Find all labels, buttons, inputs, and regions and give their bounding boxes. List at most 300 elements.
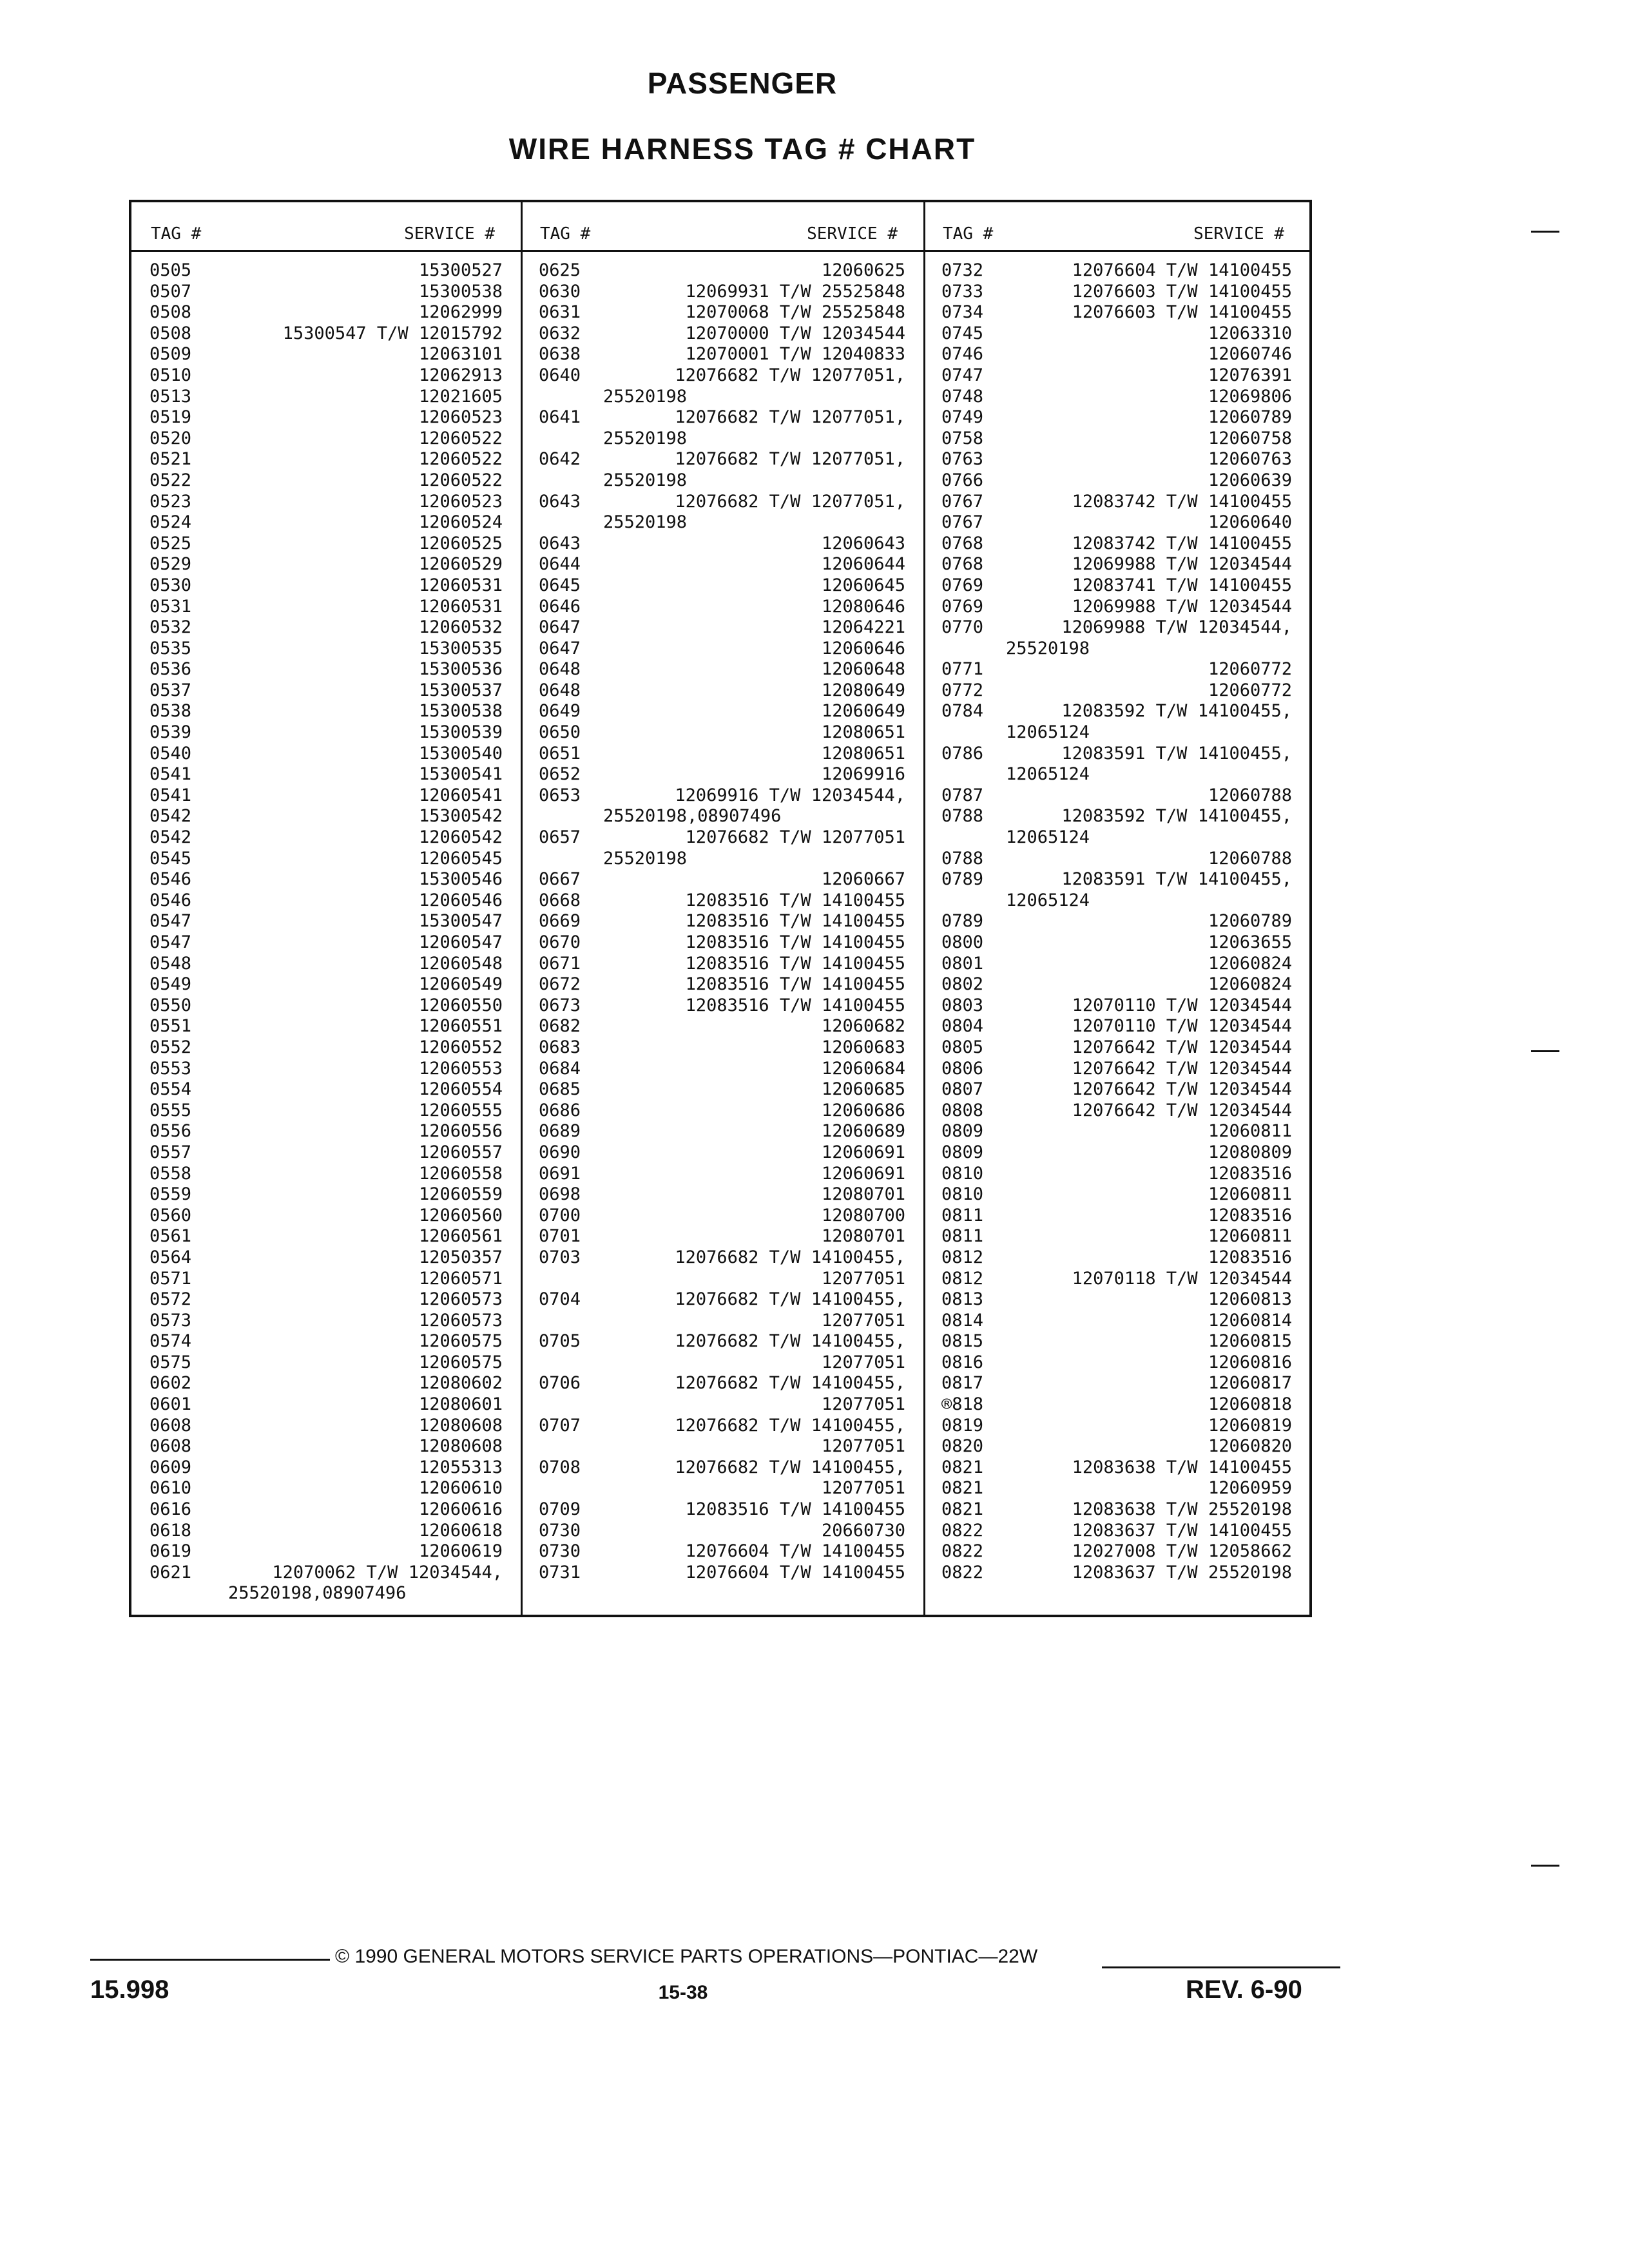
table-row [521, 1142, 923, 1164]
tag-number: 0508 [149, 302, 192, 323]
service-number: 12060550 [418, 995, 503, 1015]
tag-number: 0545 [149, 848, 192, 869]
table-row [923, 1059, 1310, 1080]
table-row [521, 1436, 923, 1457]
service-number: 12060817 [1208, 1373, 1292, 1394]
table-row [521, 260, 923, 282]
table-row [923, 1184, 1310, 1206]
table-row [521, 1352, 923, 1374]
table-row [131, 575, 521, 597]
table-row [923, 1457, 1310, 1479]
tag-number: 0731 [539, 1562, 581, 1582]
service-number: 12060788 [1208, 848, 1292, 869]
service-number: 15300540 [418, 743, 503, 764]
table-row [923, 1269, 1310, 1290]
service-number: 12055313 [418, 1457, 503, 1477]
service-number: 12060684 [821, 1058, 905, 1079]
service-number: 12060549 [418, 974, 503, 995]
tag-number: 0532 [149, 617, 192, 638]
tag-number: 0554 [149, 1079, 192, 1100]
table-row [521, 680, 923, 702]
tag-number: 0803 [941, 995, 984, 1015]
service-number: 12064221 [821, 617, 905, 638]
table-row [131, 554, 521, 575]
tag-number: 0684 [539, 1058, 581, 1079]
tag-number: 0817 [941, 1373, 984, 1394]
tag-number: 0575 [149, 1352, 192, 1372]
table-row [923, 659, 1310, 680]
service-number: 12062913 [418, 365, 503, 385]
tag-number: 0555 [149, 1100, 192, 1120]
table-row [521, 1164, 923, 1185]
service-number: 12063655 [1208, 932, 1292, 952]
tag-number: 0813 [941, 1289, 984, 1310]
service-number: 12080602 [418, 1373, 503, 1394]
table-row [923, 701, 1310, 722]
service-number: 12076682 T/W 14100455, [675, 1331, 905, 1352]
tag-number: 0552 [149, 1037, 192, 1057]
service-number: 12060758 [1208, 428, 1292, 448]
service-continuation: 12065124 [1006, 722, 1090, 743]
tag-number: 0657 [539, 827, 581, 848]
service-number: 12083591 T/W 14100455, [1061, 743, 1292, 764]
service-number: 12060649 [821, 701, 905, 722]
service-number: 12080809 [1208, 1142, 1292, 1162]
tag-number: 0546 [149, 869, 192, 890]
service-number: 12060559 [418, 1184, 503, 1205]
service-number: 15300542 [418, 806, 503, 827]
table-row [923, 680, 1310, 702]
service-continuation: 25520198 [1006, 638, 1090, 658]
table-row [131, 323, 521, 345]
service-number: 12060811 [1208, 1184, 1292, 1205]
service-number: 12070110 T/W 12034544 [1072, 995, 1292, 1015]
service-number: 12060640 [1208, 512, 1292, 533]
table-row [521, 1206, 923, 1227]
tag-number: 0571 [149, 1268, 192, 1289]
service-number: 12083637 T/W 14100455 [1072, 1520, 1292, 1541]
tag-number: 0631 [539, 302, 581, 323]
service-number: 12069806 [1208, 386, 1292, 407]
service-continuation: 25520198 [603, 512, 688, 533]
tag-number: 0810 [941, 1163, 984, 1184]
tag-number: 0546 [149, 890, 192, 910]
service-number: 12077051 [821, 1268, 905, 1289]
tag-number: 0523 [149, 491, 192, 512]
tag-number: 0700 [539, 1205, 581, 1225]
table-row [131, 932, 521, 954]
service-number: 12060824 [1208, 953, 1292, 974]
tag-number: 0771 [941, 659, 984, 680]
table-row [923, 785, 1310, 807]
table-row [923, 1226, 1310, 1247]
service-number: 15300546 [418, 869, 503, 890]
service-continuation: 12065124 [1006, 764, 1090, 785]
service-number: 12060532 [418, 617, 503, 638]
table-row [923, 282, 1310, 303]
tag-number: 0691 [539, 1163, 581, 1184]
service-number: 12077051 [821, 1478, 905, 1499]
service-number: 12083592 T/W 14100455, [1061, 701, 1292, 722]
table-row [131, 1416, 521, 1437]
tag-number: 0763 [941, 449, 984, 470]
column-rows [131, 260, 521, 1604]
tag-number: 0820 [941, 1436, 984, 1457]
table-row [923, 890, 1310, 912]
table-row [131, 1079, 521, 1100]
header-service: SERVICE # [807, 224, 898, 244]
tag-number: 0686 [539, 1100, 581, 1120]
table-row [923, 428, 1310, 450]
table-row [923, 533, 1310, 555]
table-row [131, 680, 521, 702]
table-row [923, 1331, 1310, 1352]
table-row [521, 744, 923, 765]
tag-number: 0648 [539, 680, 581, 700]
table-row [521, 1289, 923, 1311]
table-row [131, 1289, 521, 1311]
table-row [923, 995, 1310, 1017]
service-number: 12060542 [418, 827, 503, 848]
tag-number: 0556 [149, 1121, 192, 1142]
tag-number: 0647 [539, 617, 581, 638]
service-number: 12060557 [418, 1142, 503, 1162]
service-continuation: 25520198 [603, 848, 688, 869]
table-row [521, 1059, 923, 1080]
service-number: 12077051 [821, 1394, 905, 1415]
service-number: 15300527 [418, 260, 503, 280]
tag-number: 0669 [539, 911, 581, 932]
table-row [521, 995, 923, 1017]
table-row [521, 1226, 923, 1247]
table-row [923, 639, 1310, 660]
service-number: 12069931 T/W 25525848 [685, 281, 905, 302]
service-number: 12060789 [1208, 911, 1292, 932]
service-number: 12060551 [418, 1016, 503, 1037]
service-number: 12060554 [418, 1079, 503, 1100]
service-continuation: 25520198 [603, 470, 688, 490]
service-number: 12076603 T/W 14100455 [1072, 302, 1292, 323]
tag-number: 0786 [941, 743, 984, 764]
table-row [131, 533, 521, 555]
tag-number: 0701 [539, 1226, 581, 1247]
tag-number: 0601 [149, 1394, 192, 1415]
tag-number: 0513 [149, 386, 192, 407]
tag-number: 0673 [539, 995, 581, 1015]
table-row [923, 470, 1310, 492]
tag-number: 0788 [941, 848, 984, 869]
service-number: 12060814 [1208, 1310, 1292, 1331]
tag-number: 0816 [941, 1352, 984, 1372]
table-row [521, 617, 923, 639]
service-number: 12069916 [821, 764, 905, 785]
service-number: 12077051 [821, 1436, 905, 1457]
table-row [521, 387, 923, 408]
table-row [923, 1100, 1310, 1122]
tag-number: 0560 [149, 1205, 192, 1225]
table-row [131, 449, 521, 470]
margin-mark [1531, 231, 1559, 233]
service-number: 12076604 T/W 14100455 [685, 1562, 905, 1582]
tag-number: 0821 [941, 1478, 984, 1499]
table-row [923, 1206, 1310, 1227]
service-number: 12083516 T/W 14100455 [685, 995, 905, 1015]
tag-number: 0549 [149, 974, 192, 995]
table-row [521, 954, 923, 975]
table-row [131, 995, 521, 1017]
tag-number: 0538 [149, 701, 192, 722]
header-tag: TAG # [943, 224, 994, 244]
service-number: 12060646 [821, 638, 905, 658]
service-number: 12063101 [418, 344, 503, 365]
table-row [131, 597, 521, 618]
table-row [131, 849, 521, 870]
service-number: 12060772 [1208, 659, 1292, 680]
table-row [923, 1541, 1310, 1562]
service-number: 20660730 [821, 1520, 905, 1541]
tag-number: 0758 [941, 428, 984, 448]
tag-number: 0801 [941, 953, 984, 974]
column-rows [923, 260, 1310, 1583]
service-number: 12060639 [1208, 470, 1292, 490]
table-row [521, 1373, 923, 1394]
tag-number: 0541 [149, 764, 192, 785]
table-row [521, 449, 923, 470]
tag-number: 0621 [149, 1562, 192, 1582]
table-row [521, 492, 923, 513]
table-row [923, 302, 1310, 323]
table-row [131, 1206, 521, 1227]
tag-number: 0630 [539, 281, 581, 302]
service-number: 12080651 [821, 743, 905, 764]
service-number: 12060524 [418, 512, 503, 533]
service-number: 12076682 T/W 12077051, [675, 407, 905, 428]
service-number: 12060959 [1208, 1478, 1292, 1499]
tag-number: 0550 [149, 995, 192, 1015]
service-number: 12060548 [418, 953, 503, 974]
tag-number: 0812 [941, 1268, 984, 1289]
tag-number: 0707 [539, 1415, 581, 1436]
table-row [923, 1352, 1310, 1374]
table-row [923, 1562, 1310, 1584]
table-row [131, 1352, 521, 1374]
table-row [521, 849, 923, 870]
tag-number: 0643 [539, 533, 581, 553]
table-row [521, 1416, 923, 1437]
service-number: 12060818 [1208, 1394, 1292, 1415]
service-number: 12060815 [1208, 1331, 1292, 1352]
tag-number: 0788 [941, 806, 984, 827]
service-continuation: 25520198 [603, 428, 688, 448]
header-tag: TAG # [151, 224, 202, 244]
tag-number: 0619 [149, 1541, 192, 1562]
table-row [923, 1478, 1310, 1499]
table-row [521, 974, 923, 995]
table-row [131, 1521, 521, 1542]
service-number: 12060525 [418, 533, 503, 553]
table-row [923, 1037, 1310, 1059]
table-row [131, 1164, 521, 1185]
service-number: 12060531 [418, 575, 503, 595]
service-number: 12060552 [418, 1037, 503, 1057]
table-row [923, 575, 1310, 597]
table-row [521, 1562, 923, 1584]
service-number: 12060560 [418, 1205, 503, 1225]
service-number: 12080700 [821, 1205, 905, 1225]
service-number: 12060686 [821, 1100, 905, 1120]
table-row [521, 428, 923, 450]
tag-number: 0789 [941, 869, 984, 890]
service-number: 12060813 [1208, 1289, 1292, 1310]
service-number: 12060772 [1208, 680, 1292, 700]
service-number: 12060523 [418, 407, 503, 428]
table-row [521, 1499, 923, 1521]
table-column-1 [131, 202, 523, 1615]
service-continuation: 12065124 [1006, 890, 1090, 910]
service-number: 12077051 [821, 1310, 905, 1331]
table-row [131, 954, 521, 975]
tag-number: ®818 [941, 1394, 984, 1415]
service-number: 12080649 [821, 680, 905, 700]
table-row [923, 597, 1310, 618]
service-number: 12083592 T/W 14100455, [1061, 806, 1292, 827]
service-number: 12076604 T/W 14100455 [685, 1541, 905, 1562]
service-number: 12069988 T/W 12034544, [1061, 617, 1292, 638]
tag-number: 0608 [149, 1436, 192, 1457]
table-row [521, 701, 923, 722]
service-number: 12060575 [418, 1331, 503, 1352]
table-row [131, 639, 521, 660]
service-number: 12060573 [418, 1289, 503, 1310]
tag-number: 0811 [941, 1226, 984, 1247]
service-number: 12070000 T/W 12034544 [685, 323, 905, 343]
tag-number: 0708 [539, 1457, 581, 1477]
tag-number: 0653 [539, 785, 581, 805]
table-row [521, 1016, 923, 1037]
tag-number: 0640 [539, 365, 581, 385]
tag-number: 0531 [149, 596, 192, 617]
service-number: 12060523 [418, 491, 503, 512]
tag-number: 0671 [539, 953, 581, 974]
table-row [923, 722, 1310, 744]
service-number: 12060618 [418, 1520, 503, 1541]
service-number: 12060788 [1208, 785, 1292, 805]
tag-number: 0557 [149, 1142, 192, 1162]
service-number: 12060685 [821, 1079, 905, 1100]
table-row [131, 911, 521, 932]
service-number: 12060541 [418, 785, 503, 805]
table-row [131, 492, 521, 513]
table-row [131, 1562, 521, 1584]
tag-number: 0689 [539, 1121, 581, 1142]
tag-number: 0521 [149, 449, 192, 470]
header-service: SERVICE # [1193, 224, 1284, 244]
tag-number: 0822 [941, 1520, 984, 1541]
table-row [521, 554, 923, 575]
column-header [131, 211, 521, 252]
table-row [131, 785, 521, 807]
table-row [131, 701, 521, 722]
tag-number: 0530 [149, 575, 192, 595]
table-row [923, 260, 1310, 282]
table-row [923, 365, 1310, 387]
service-number: 12076604 T/W 14100455 [1072, 260, 1292, 280]
table-row [521, 785, 923, 807]
table-row [521, 302, 923, 323]
service-number: 12050357 [418, 1247, 503, 1267]
service-number: 12060571 [418, 1268, 503, 1289]
table-row [131, 744, 521, 765]
tag-number: 0522 [149, 470, 192, 490]
table-row [131, 1541, 521, 1562]
service-number: 12070068 T/W 25525848 [685, 302, 905, 323]
table-row [923, 1416, 1310, 1437]
table-row [521, 282, 923, 303]
table-row [923, 407, 1310, 428]
tag-number: 0704 [539, 1289, 581, 1310]
table-row [131, 1226, 521, 1247]
tag-number: 0564 [149, 1247, 192, 1267]
service-number: 12076682 T/W 12077051, [675, 491, 905, 512]
table-row [521, 1521, 923, 1542]
tag-number: 0821 [941, 1457, 984, 1477]
table-row [131, 1059, 521, 1080]
service-number: 12069988 T/W 12034544 [1072, 554, 1292, 575]
service-number: 12076642 T/W 12034544 [1072, 1079, 1292, 1100]
table-row [131, 806, 521, 827]
service-number: 12083516 T/W 14100455 [685, 932, 905, 952]
tag-number: 0806 [941, 1058, 984, 1079]
service-number: 15300538 [418, 281, 503, 302]
tag-number: 0672 [539, 974, 581, 995]
table-row [131, 512, 521, 533]
tag-number: 0645 [539, 575, 581, 595]
table-row [521, 512, 923, 533]
service-number: 12083638 T/W 14100455 [1072, 1457, 1292, 1477]
service-number: 12060522 [418, 470, 503, 490]
column-header [923, 211, 1310, 252]
tag-number: 0646 [539, 596, 581, 617]
table-row [521, 365, 923, 387]
table-row [131, 407, 521, 428]
table-row [923, 974, 1310, 995]
tag-number: 0573 [149, 1310, 192, 1331]
tag-number: 0804 [941, 1016, 984, 1037]
service-number: 12060645 [821, 575, 905, 595]
table-row [923, 954, 1310, 975]
table-row [131, 387, 521, 408]
service-number: 12083516 T/W 14100455 [685, 953, 905, 974]
tag-number: 0814 [941, 1310, 984, 1331]
service-number: 12060820 [1208, 1436, 1292, 1457]
tag-number: 0709 [539, 1499, 581, 1520]
service-number: 12080701 [821, 1226, 905, 1247]
tag-number: 0746 [941, 344, 984, 365]
table-row [131, 1499, 521, 1521]
table-row [131, 470, 521, 492]
tag-number: 0508 [149, 323, 192, 343]
table-row [923, 1164, 1310, 1185]
table-row [131, 1037, 521, 1059]
service-number: 12076391 [1208, 365, 1292, 385]
service-number: 12062999 [418, 302, 503, 323]
tag-number: 0768 [941, 554, 984, 575]
table-row [923, 617, 1310, 639]
table-row [131, 1394, 521, 1416]
service-number: 12076682 T/W 14100455, [675, 1373, 905, 1394]
table-row [521, 722, 923, 744]
table-row [521, 344, 923, 365]
